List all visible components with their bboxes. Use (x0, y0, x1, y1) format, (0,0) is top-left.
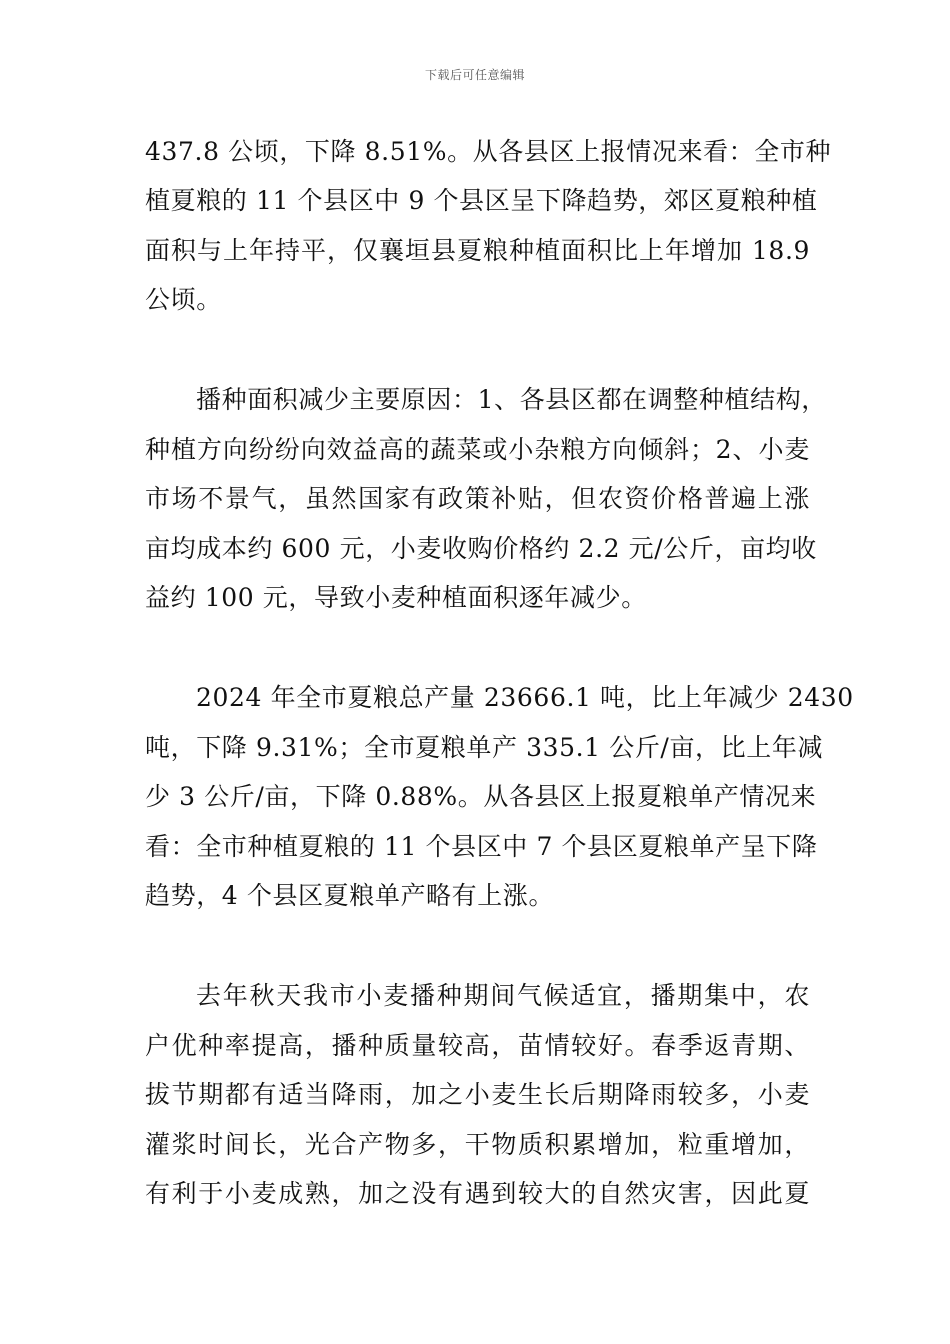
paragraph-line: 看：全市种植夏粮的 11 个县区中 7 个县区夏粮单产呈下降 (145, 832, 818, 861)
paragraph-line: 2024 年全市夏粮总产量 23666.1 吨，比上年减少 2430 (196, 683, 854, 712)
page-header: 下载后可任意编辑 (424, 68, 525, 82)
paragraph-line: 播种面积减少主要原因：1、各县区都在调整种植结构， (196, 385, 827, 414)
paragraph-line: 市场不景气，虽然国家有政策补贴，但农资价格普遍上涨 (145, 484, 810, 513)
paragraph-line: 面积与上年持平，仅襄垣县夏粮种植面积比上年增加 18.9 (145, 236, 810, 265)
paragraph-line: 拔节期都有适当降雨，加之小麦生长后期降雨较多，小麦 (145, 1080, 810, 1109)
paragraph-line: 去年秋天我市小麦播种期间气候适宜，播期集中，农 (196, 981, 810, 1010)
paragraph-line: 吨，下降 9.31%；全市夏粮单产 335.1 公斤/亩，比上年减 (145, 733, 824, 762)
paragraph-line: 植夏粮的 11 个县区中 9 个县区呈下降趋势，郊区夏粮种植 (145, 186, 818, 215)
paragraph-line: 灌浆时间长，光合产物多，干物质积累增加，粒重增加， (145, 1130, 810, 1159)
paragraph-line: 公顷。 (145, 285, 222, 314)
paragraph-line: 437.8 公顷，下降 8.51%。从各县区上报情况来看：全市种 (145, 137, 832, 166)
paragraph-line: 亩均成本约 600 元，小麦收购价格约 2.2 元/公斤，亩均收 (145, 534, 817, 563)
paragraph-line: 户优种率提高，播种质量较高，苗情较好。春季返青期、 (145, 1031, 810, 1060)
paragraph-line: 趋势，4 个县区夏粮单产略有上涨。 (145, 881, 555, 910)
paragraph-line: 益约 100 元，导致小麦种植面积逐年减少。 (145, 583, 647, 612)
paragraph-line: 种植方向纷纷向效益高的蔬菜或小杂粮方向倾斜；2、小麦 (145, 435, 810, 464)
paragraph-line: 少 3 公斤/亩，下降 0.88%。从各县区上报夏粮单产情况来 (145, 782, 817, 811)
paragraph-line: 有利于小麦成熟，加之没有遇到较大的自然灾害，因此夏 (145, 1179, 810, 1208)
